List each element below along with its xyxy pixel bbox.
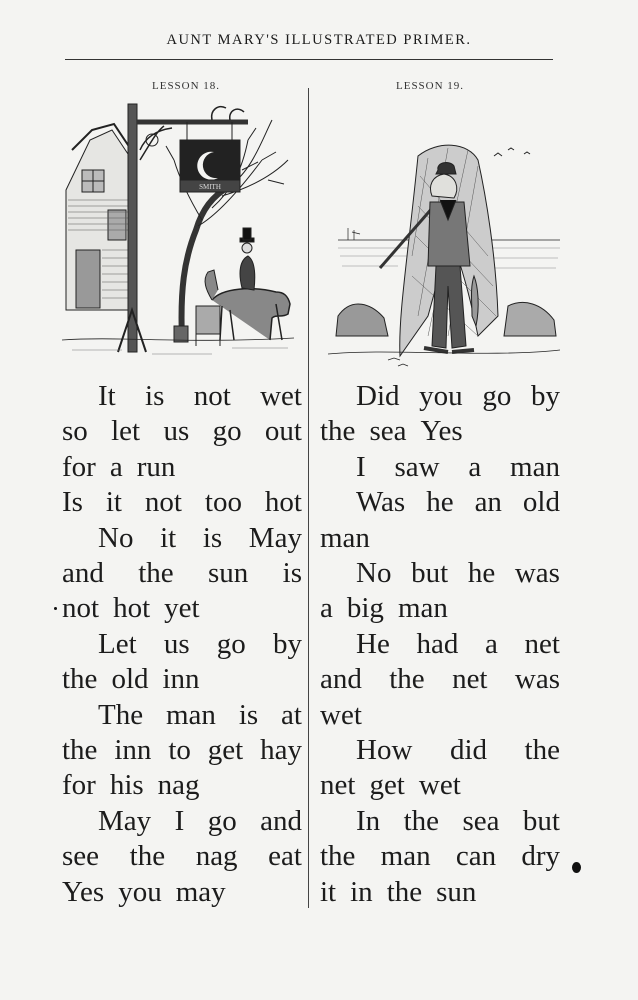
verse-line xyxy=(320,379,560,414)
verse-word: a xyxy=(109,450,123,483)
verse-word: an xyxy=(474,486,502,519)
inn-sign-rider-illustration xyxy=(62,100,294,362)
verse-line xyxy=(320,485,560,520)
ink-speck xyxy=(54,607,57,610)
verse-word: is xyxy=(202,521,223,554)
verse-word: saw xyxy=(394,450,440,483)
verse-word: and xyxy=(62,557,104,590)
verse-word: the xyxy=(389,663,425,696)
verse-word: let xyxy=(111,415,141,448)
verse-word: inn xyxy=(114,734,152,767)
verse-word: is xyxy=(282,557,302,590)
verse-word: Was xyxy=(356,486,406,519)
verse-word: go xyxy=(207,804,237,837)
verse-word: wet xyxy=(320,698,362,731)
verse-word: his xyxy=(109,769,144,802)
verse-word: the xyxy=(62,734,98,767)
verse-word: net xyxy=(320,769,356,802)
verse-word: to xyxy=(168,734,191,767)
verse-word: the xyxy=(320,415,356,448)
verse-line xyxy=(320,591,560,626)
verse-line xyxy=(62,662,302,697)
verse-word: not xyxy=(144,486,182,519)
verse-word: old xyxy=(522,486,560,519)
verse-line xyxy=(320,450,560,485)
verse-word: is xyxy=(145,380,165,412)
verse-line xyxy=(320,627,560,662)
verse-line xyxy=(320,698,560,733)
verse-line xyxy=(62,450,302,485)
verse-word: by xyxy=(530,380,560,412)
verse-word: at xyxy=(281,698,302,731)
lesson-18-verse xyxy=(62,379,302,910)
verse-word: a xyxy=(320,592,333,625)
verse-line xyxy=(320,414,560,449)
verse-word: In xyxy=(356,804,381,837)
verse-word: go xyxy=(212,415,242,448)
header-rule xyxy=(65,59,553,60)
verse-word: No xyxy=(356,557,392,590)
verse-word: too xyxy=(204,486,242,519)
verse-word: so xyxy=(62,415,88,448)
verse-word: you xyxy=(118,875,162,908)
verse-word: was xyxy=(514,557,560,590)
verse-word: eat xyxy=(268,840,302,873)
verse-word: dry xyxy=(521,840,560,873)
verse-line xyxy=(320,768,560,803)
verse-word: net xyxy=(524,627,560,660)
verse-word: How xyxy=(356,734,413,767)
ink-blot xyxy=(572,862,581,873)
verse-word: for xyxy=(62,769,96,802)
verse-word: hot xyxy=(264,486,302,519)
verse-line xyxy=(320,804,560,839)
verse-word: hay xyxy=(260,734,302,767)
verse-word: go xyxy=(216,627,246,660)
verse-word: run xyxy=(136,450,176,483)
verse-word: can xyxy=(455,840,497,873)
verse-word: sun xyxy=(436,875,477,908)
verse-word: and xyxy=(320,663,362,696)
verse-word: inn xyxy=(162,663,200,696)
verse-word: the xyxy=(138,557,174,590)
verse-word: man xyxy=(397,592,448,625)
verse-word: yet xyxy=(164,592,200,625)
verse-line xyxy=(62,556,302,591)
verse-word: get xyxy=(207,734,244,767)
verse-line xyxy=(320,839,560,874)
verse-line xyxy=(62,485,302,520)
verse-line xyxy=(62,698,302,733)
verse-word: May xyxy=(98,804,152,837)
verse-word: sea xyxy=(369,415,407,448)
verse-word: man xyxy=(380,840,431,873)
verse-word: May xyxy=(248,521,302,554)
verse-word: I xyxy=(356,450,366,483)
verse-word: the xyxy=(320,840,356,873)
verse-word: us xyxy=(163,627,190,660)
verse-word: big xyxy=(346,592,384,625)
verse-line xyxy=(62,414,302,449)
verse-word: us xyxy=(163,415,190,448)
verse-word: the xyxy=(524,734,560,767)
verse-line xyxy=(62,804,302,839)
verse-line xyxy=(62,733,302,768)
verse-word: but xyxy=(411,557,449,590)
verse-word: net xyxy=(452,663,488,696)
verse-word: hot xyxy=(113,592,151,625)
verse-word: not xyxy=(193,380,231,412)
verse-line xyxy=(62,839,302,874)
verse-word: did xyxy=(449,734,487,767)
verse-word: sun xyxy=(208,557,249,590)
verse-word: old xyxy=(111,663,149,696)
verse-line xyxy=(320,733,560,768)
verse-word: wet xyxy=(418,769,461,802)
verse-word: it xyxy=(320,875,337,908)
verse-word: had xyxy=(416,627,459,660)
fisherman-illustration xyxy=(328,136,560,384)
verse-word: sea xyxy=(462,804,500,837)
verse-line xyxy=(320,662,560,697)
verse-word: the xyxy=(62,663,98,696)
verse-word: he xyxy=(426,486,454,519)
verse-word: for xyxy=(62,450,96,483)
verse-word: he xyxy=(467,557,496,590)
verse-word: by xyxy=(272,627,302,660)
verse-line xyxy=(320,875,560,910)
verse-word: man xyxy=(510,450,560,483)
verse-line xyxy=(62,521,302,556)
verse-word: It xyxy=(98,380,116,412)
verse-word: go xyxy=(482,380,512,412)
verse-line xyxy=(320,556,560,591)
verse-word: the xyxy=(129,840,166,873)
verse-word: I xyxy=(174,804,185,837)
verse-word: it xyxy=(105,486,122,519)
lesson-19-title: LESSON 19. xyxy=(396,80,465,92)
verse-line xyxy=(62,591,302,626)
verse-word: and xyxy=(260,804,302,837)
verse-word: Yes xyxy=(420,415,463,448)
verse-word: nag xyxy=(195,840,238,873)
verse-word: in xyxy=(350,875,373,908)
verse-word: you xyxy=(419,380,463,412)
verse-word: a xyxy=(468,450,482,483)
verse-word: may xyxy=(175,875,226,908)
verse-line xyxy=(62,627,302,662)
verse-word: nag xyxy=(157,769,200,802)
verse-line xyxy=(62,875,302,910)
verse-word: Is xyxy=(62,486,83,519)
verse-word: Did xyxy=(356,380,400,412)
verse-line xyxy=(62,768,302,803)
verse-word: was xyxy=(514,663,560,696)
verse-word: not xyxy=(62,592,100,625)
lesson-18-title: LESSON 18. xyxy=(152,80,221,92)
inn-sign-text: SMITH xyxy=(199,183,221,191)
verse-word: Let xyxy=(98,627,137,660)
verse-word: out xyxy=(264,415,302,448)
column-divider xyxy=(308,88,309,908)
running-header: AUNT MARY'S ILLUSTRATED PRIMER. xyxy=(166,32,472,48)
verse-line xyxy=(320,521,560,556)
verse-word: see xyxy=(62,840,100,873)
verse-word: He xyxy=(356,627,390,660)
verse-word: is xyxy=(238,698,259,731)
verse-word: a xyxy=(485,627,498,660)
verse-word: man xyxy=(165,698,216,731)
verse-line xyxy=(62,379,302,414)
verse-word: wet xyxy=(260,380,302,412)
verse-word: the xyxy=(403,804,440,837)
verse-word: man xyxy=(320,521,370,554)
verse-word: but xyxy=(522,804,560,837)
verse-word: it xyxy=(160,521,177,554)
verse-word: the xyxy=(386,875,423,908)
verse-word: The xyxy=(98,698,144,731)
verse-word: Yes xyxy=(62,875,105,908)
verse-word: No xyxy=(98,521,134,554)
verse-word: get xyxy=(369,769,405,802)
lesson-19-verse xyxy=(320,379,560,910)
